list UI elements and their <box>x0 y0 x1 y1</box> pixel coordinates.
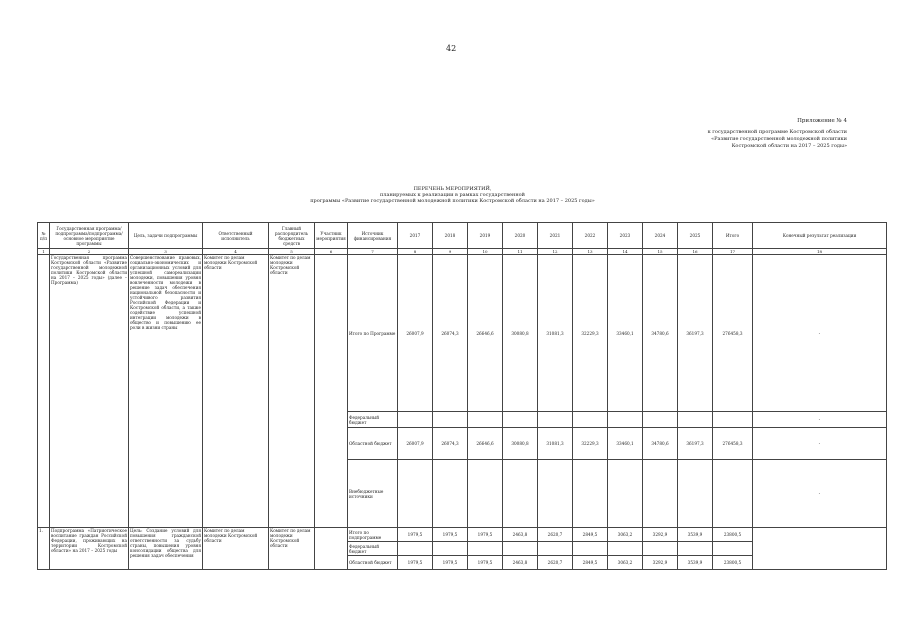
col-number: 5 <box>269 249 315 255</box>
appendix-title: Приложение № 4 <box>797 118 847 124</box>
value-cell: 26074,3 <box>433 255 468 412</box>
measures-table <box>37 222 887 570</box>
value-cell: 3292,9 <box>643 528 678 542</box>
appendix-line: Костромской области на 2017 – 2025 годы» <box>731 143 847 149</box>
funding-source: Областной бюджет <box>348 556 398 570</box>
value-cell <box>573 542 608 556</box>
value-cell <box>503 412 538 428</box>
value-cell <box>678 412 713 428</box>
col-number: 10 <box>468 249 503 255</box>
total-cell: 23800,5 <box>713 556 753 570</box>
header-year: 2019 <box>468 223 503 249</box>
value-cell <box>433 412 468 428</box>
program-goal: Совершенствование правовых, социально-экономических и организационных условий для успешной самореализации молодежи, повышения уровня вовлеченности молодежи в решение задач обеспечения национальной безопасности и устойчивого развития Российской Федерации и Костромской области, а также содействие успешной интеграции молодежи в общество и повышению ее роли в жизни страны <box>129 255 203 528</box>
value-cell: 34780,6 <box>643 255 678 412</box>
value-cell <box>503 460 538 528</box>
appendix-block <box>657 118 847 150</box>
value-cell: 1979,5 <box>433 556 468 570</box>
total-cell: 276458,3 <box>713 428 753 460</box>
col-number: 18 <box>753 249 887 255</box>
header-year: 2021 <box>538 223 573 249</box>
col-number: 1 <box>38 249 50 255</box>
subprogram-participant <box>315 528 348 570</box>
value-cell: 1979,5 <box>468 556 503 570</box>
funding-source: Федеральный бюджет <box>348 412 398 428</box>
header-executor: Ответственный исполнитель <box>203 223 269 249</box>
appendix-line: «Развитие государственной молодежной политики <box>711 136 847 142</box>
value-cell: 2463,8 <box>503 556 538 570</box>
program-executor: Комитет по делам молодежи Костромской области <box>203 255 269 528</box>
value-cell: 34780,6 <box>643 428 678 460</box>
col-number: 11 <box>503 249 538 255</box>
col-number: 3 <box>129 249 203 255</box>
header-year: 2020 <box>503 223 538 249</box>
value-cell: 32229,3 <box>573 428 608 460</box>
result-cell: - <box>753 460 887 528</box>
value-cell: 36197,3 <box>678 428 713 460</box>
program-participant <box>315 255 348 528</box>
value-cell <box>643 542 678 556</box>
value-cell: 1979,5 <box>398 556 433 570</box>
value-cell: 2620,7 <box>538 528 573 542</box>
value-cell <box>398 542 433 556</box>
value-cell: 31081,3 <box>538 428 573 460</box>
col-number: 13 <box>573 249 608 255</box>
col-number: 9 <box>433 249 468 255</box>
value-cell: 26646,6 <box>468 428 503 460</box>
header-manager: Главный распорядитель бюджетных средств <box>269 223 315 249</box>
value-cell: 2849,5 <box>573 528 608 542</box>
col-number: 16 <box>678 249 713 255</box>
value-cell <box>398 460 433 528</box>
value-cell: 3063,2 <box>608 556 643 570</box>
funding-source: Итого по Программе <box>348 255 398 412</box>
value-cell <box>468 412 503 428</box>
value-cell: 1979,5 <box>468 528 503 542</box>
value-cell: 30080,8 <box>503 255 538 412</box>
col-number: 2 <box>50 249 129 255</box>
value-cell: 36197,3 <box>678 255 713 412</box>
header-goal: Цель, задачи подпрограммы <box>129 223 203 249</box>
header-year: 2025 <box>678 223 713 249</box>
value-cell: 3539,9 <box>678 556 713 570</box>
value-cell <box>538 412 573 428</box>
value-cell: 1979,5 <box>398 528 433 542</box>
total-cell <box>713 460 753 528</box>
value-cell <box>538 542 573 556</box>
appendix-line: к государственной программе Костромской области <box>707 129 847 135</box>
header-participant: Участник мероприятия <box>315 223 348 249</box>
value-cell <box>433 460 468 528</box>
header-program: Государственная программа/подпрограмма/подпрограмма/основное мероприятие программы <box>50 223 129 249</box>
result-cell: - <box>753 255 887 412</box>
document-title <box>0 186 905 204</box>
total-cell <box>713 542 753 556</box>
header-year: 2023 <box>608 223 643 249</box>
value-cell: 1979,5 <box>433 528 468 542</box>
funding-source: Итого по подпрограмме <box>348 528 398 542</box>
value-cell <box>608 412 643 428</box>
title-line-2: планируемых к реализации в рамках государственной <box>379 192 526 198</box>
title-line-3: программы «Развитие государственной молодежной политики Костромской области на 2017 – 2025 годы» <box>310 198 595 204</box>
value-cell: 33460,1 <box>608 255 643 412</box>
subprogram-name: Подпрограмма «Патриотическое воспитание граждан Российской Федерации, проживающих на территории Костромской области» на 2017 – 2025 годы <box>50 528 129 570</box>
value-cell: 26646,6 <box>468 255 503 412</box>
total-cell <box>713 412 753 428</box>
value-cell: 2620,7 <box>538 556 573 570</box>
value-cell: 2849,5 <box>573 556 608 570</box>
subprogram-manager: Комитет по делам молодежи Костромской области <box>269 528 315 570</box>
col-number: 8 <box>398 249 433 255</box>
header-no: № п/п <box>38 223 50 249</box>
value-cell <box>608 460 643 528</box>
value-cell: 30080,8 <box>503 428 538 460</box>
subprogram-goal: Цель: Создание условий для повышения гражданской ответственности за судьбу страны, повышения уровня консолидации общества для решения задач обеспечения <box>129 528 203 570</box>
value-cell <box>678 542 713 556</box>
total-cell: 23800,5 <box>713 528 753 542</box>
col-number: 4 <box>203 249 269 255</box>
col-number: 14 <box>608 249 643 255</box>
result-cell: - <box>753 412 887 428</box>
value-cell <box>643 412 678 428</box>
title-line-1: ПЕРЕЧЕНЬ МЕРОПРИЯТИЙ, <box>413 186 492 192</box>
value-cell: 33460,1 <box>608 428 643 460</box>
value-cell: 2463,8 <box>503 528 538 542</box>
program-manager: Комитет по делам молодежи Костромской области <box>269 255 315 528</box>
header-row <box>38 223 887 249</box>
subprogram-row-total <box>38 528 887 542</box>
header-year: 2017 <box>398 223 433 249</box>
funding-source: Внебюджетные источники <box>348 460 398 528</box>
funding-source: Областной бюджет <box>348 428 398 460</box>
page-number: 42 <box>446 44 457 53</box>
value-cell <box>468 460 503 528</box>
col-number: 7 <box>348 249 398 255</box>
value-cell <box>433 542 468 556</box>
result-cell: - <box>753 428 887 460</box>
value-cell: 26007,9 <box>398 428 433 460</box>
value-cell: 3539,9 <box>678 528 713 542</box>
col-number: 12 <box>538 249 573 255</box>
header-year: 2022 <box>573 223 608 249</box>
program-name: Государственная программа Костромской области «Развитие государственной молодежной политики Костромской области на 2017 – 2025 годы» (далее – Программа) <box>50 255 129 528</box>
value-cell: 26007,9 <box>398 255 433 412</box>
value-cell <box>398 412 433 428</box>
value-cell <box>678 460 713 528</box>
col-number: 6 <box>315 249 348 255</box>
value-cell <box>608 542 643 556</box>
program-row-total <box>38 255 887 412</box>
value-cell: 3292,9 <box>643 556 678 570</box>
subprogram-executor: Комитет по делам молодежи Костромской области <box>203 528 269 570</box>
value-cell: 26074,3 <box>433 428 468 460</box>
header-total: Итого <box>713 223 753 249</box>
value-cell <box>573 460 608 528</box>
header-year: 2024 <box>643 223 678 249</box>
value-cell <box>643 460 678 528</box>
value-cell: 32229,3 <box>573 255 608 412</box>
value-cell <box>538 460 573 528</box>
value-cell <box>468 542 503 556</box>
col-number: 15 <box>643 249 678 255</box>
value-cell: 3063,2 <box>608 528 643 542</box>
value-cell: 31081,3 <box>538 255 573 412</box>
subprogram-no: 1. <box>38 528 50 570</box>
value-cell <box>503 542 538 556</box>
funding-source: Федеральный бюджет <box>348 542 398 556</box>
total-cell: 276458,3 <box>713 255 753 412</box>
header-source: Источник финансирования <box>348 223 398 249</box>
subprogram-result <box>753 528 887 570</box>
header-year: 2018 <box>433 223 468 249</box>
col-number: 17 <box>713 249 753 255</box>
header-result: Конечный результат реализации <box>753 223 887 249</box>
program-no <box>38 255 50 528</box>
value-cell <box>573 412 608 428</box>
